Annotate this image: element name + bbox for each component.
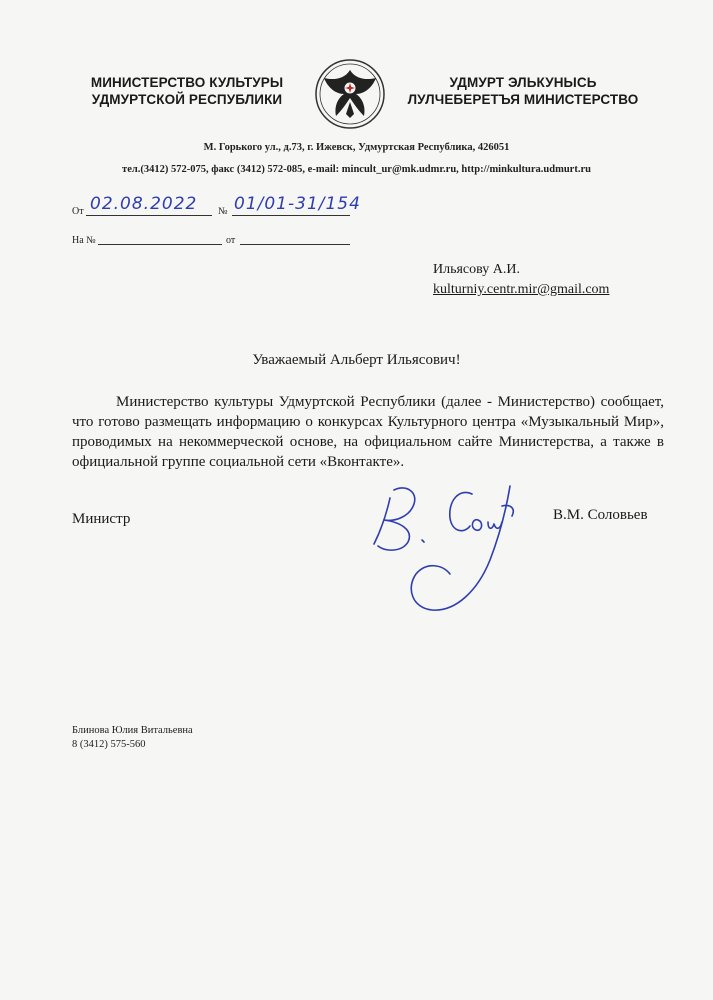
handwritten-signature [360, 470, 540, 630]
org-name-russian-line-1: МИНИСТЕРСТВО КУЛЬТУРЫ [90, 75, 284, 90]
recipient-block [433, 260, 609, 300]
executor-name: Блинова Юлия Витальевна [72, 725, 193, 736]
of-date-underline [240, 233, 350, 245]
org-address: М. Горького ул., д.73, г. Ижевск, Удмуртская Республика, 426051 [203, 142, 510, 153]
org-name-russian [78, 74, 296, 108]
org-name-udmurt-line-2: ЛУЛЧЕБЕРЕТЪЯ МИНИСТЕРСТВО [407, 92, 639, 107]
recipient-name: Ильясову А.И. [433, 262, 520, 277]
signatory-title: Министр [72, 511, 131, 527]
to-number-label: На № [72, 235, 96, 246]
from-label: От [72, 206, 84, 217]
org-name-russian-line-2: УДМУРТСКОЙ РЕСПУБЛИКИ [91, 92, 283, 107]
org-contacts: тел.(3412) 572-075, факс (3412) 572-085, e-mail: mincult_ur@mk.udmr.ru, http://minkultura.udmurt.ru [122, 164, 591, 175]
to-number-underline [98, 233, 222, 245]
org-name-udmurt-line-1: УДМУРТ ЭЛЬКУНЫСЬ [449, 75, 597, 90]
number-label: № [218, 206, 228, 217]
org-name-udmurt [398, 74, 648, 108]
udmurt-emblem-icon [314, 58, 386, 130]
handwritten-number: 01/01-31/154 [234, 194, 361, 214]
handwritten-date: 02.08.2022 [90, 194, 198, 214]
letter-body: Министерство культуры Удмуртской Республики (далее - Министерство) сообщает, что готово размещать информацию о конкурсах Культурного центра «Музыкальный Мир», проводимых на некоммерческой основе, на официальном сайте Министерства, а также в официальной группе социальной сети «Вконтакте». [72, 394, 664, 470]
executor-phone: 8 (3412) 575-560 [72, 739, 146, 750]
recipient-email[interactable]: kulturniy.centr.mir@gmail.com [433, 282, 610, 297]
salutation: Уважаемый Альберт Ильясович! [252, 352, 461, 368]
signatory-name: В.М. Соловьев [553, 507, 648, 523]
of-label: от [226, 235, 236, 246]
executor-block [72, 724, 193, 752]
